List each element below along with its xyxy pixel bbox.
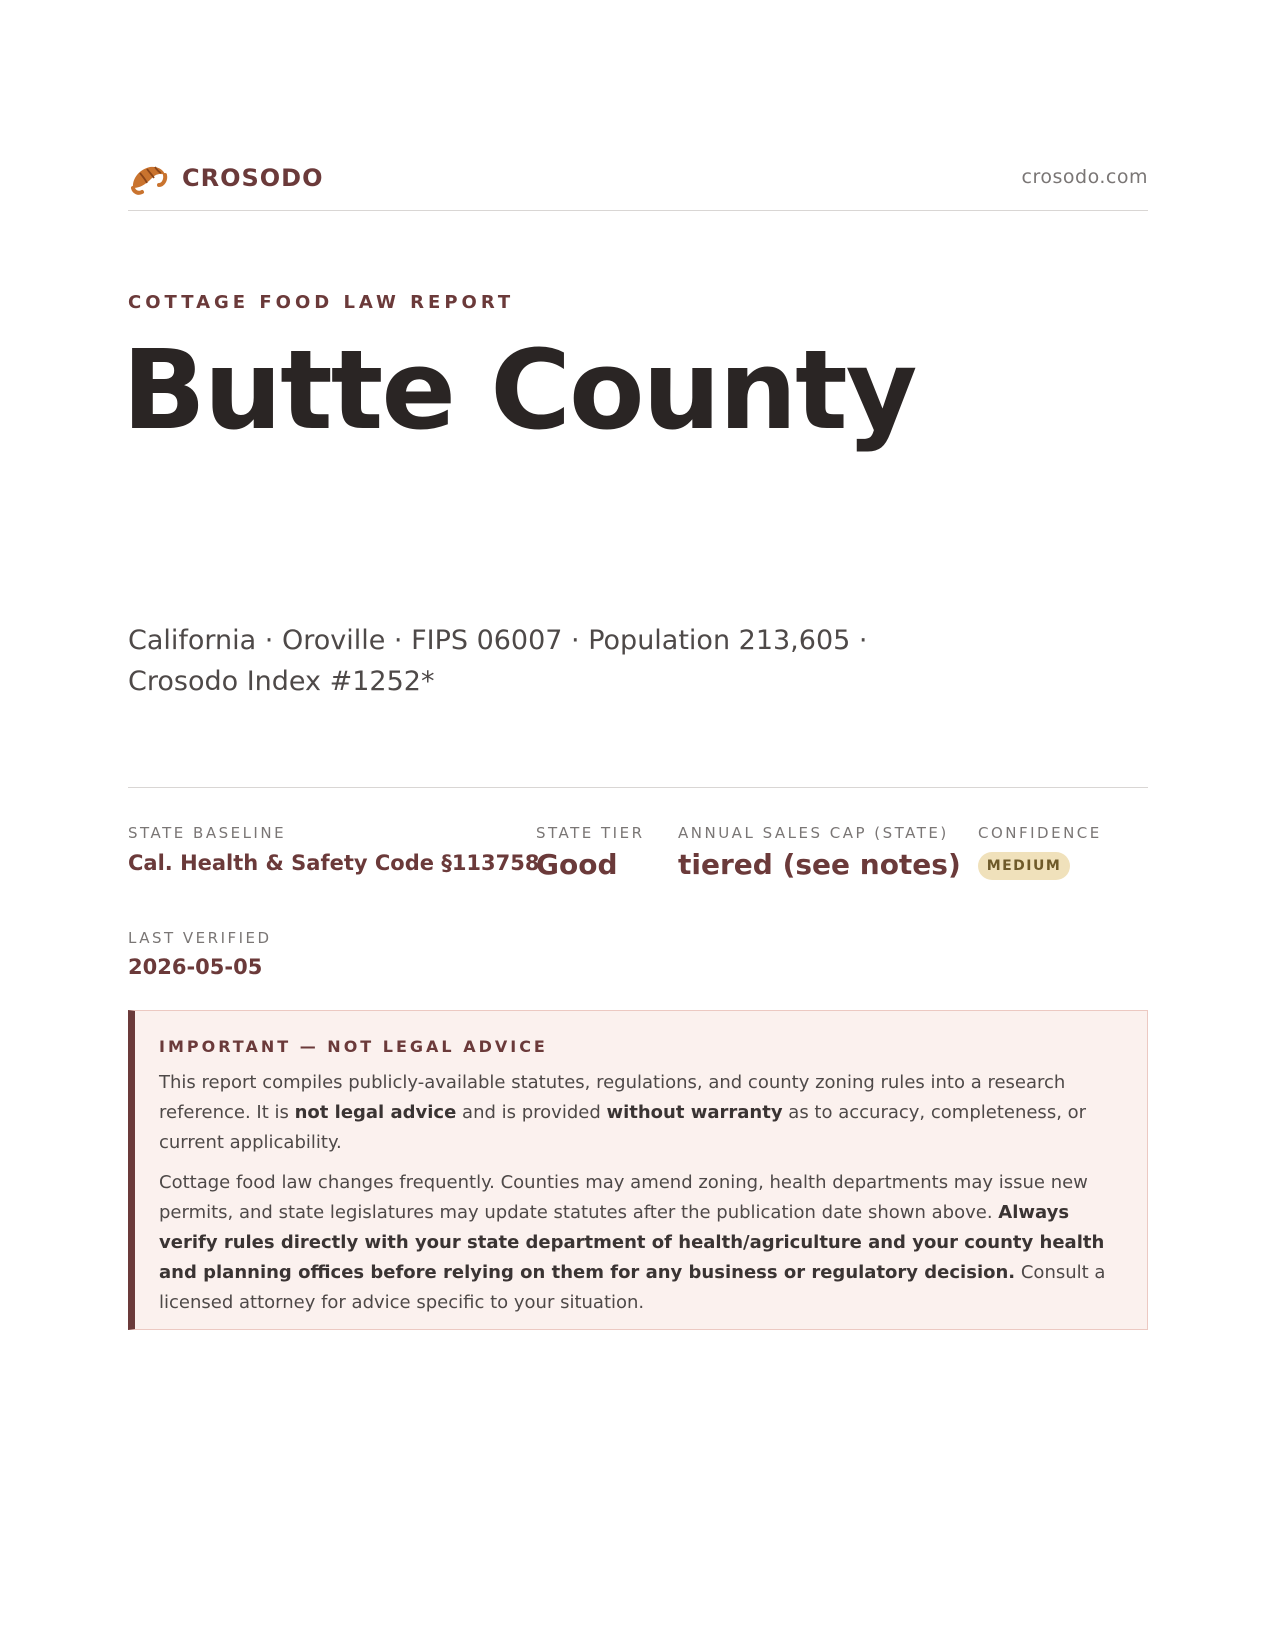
brand-name: CROSODO — [182, 164, 324, 192]
notice-paragraph-2: Cottage food law changes frequently. Counties may amend zoning, health departments may issue new permits, and state legislatures may update statutes after the publication date shown above. Always verify rules directly with your state department of health/agriculture and your county health and planning offices before relying on them for any business or regulatory decision. Consult a licensed attorney for advice specific to your situation. — [159, 1172, 1106, 1313]
site-url-link[interactable]: crosodo.com — [1021, 166, 1148, 188]
notice-paragraph-1: This report compiles publicly-available statutes, regulations, and county zoning rules into a research reference. It is not legal advice and is provided without warranty as to accuracy, completeness, or current applicability. — [159, 1072, 1087, 1153]
sales-cap-label: ANNUAL SALES CAP (STATE) — [678, 824, 949, 842]
brand[interactable] — [128, 158, 324, 198]
sales-cap-value: tiered (see notes) — [678, 848, 961, 881]
confidence-badge: MEDIUM — [978, 852, 1070, 880]
state-baseline-value: Cal. Health & Safety Code §113758 — [128, 851, 540, 875]
section-divider — [128, 787, 1148, 788]
state-tier-value: Good — [536, 848, 618, 881]
notice-title: IMPORTANT — NOT LEGAL ADVICE — [159, 1037, 548, 1056]
last-verified-value: 2026-05-05 — [128, 955, 263, 979]
state-tier-label: STATE TIER — [536, 824, 645, 842]
page-title: Butte County — [122, 326, 916, 454]
confidence-label: CONFIDENCE — [978, 824, 1102, 842]
report-eyebrow: COTTAGE FOOD LAW REPORT — [128, 292, 515, 313]
croissant-icon — [128, 158, 168, 198]
legal-notice — [128, 1010, 1148, 1330]
last-verified-label: LAST VERIFIED — [128, 929, 272, 947]
page-header — [128, 158, 1148, 211]
state-baseline-label: STATE BASELINE — [128, 824, 287, 842]
report-subtitle: California · Oroville · FIPS 06007 · Population 213,605 · Crosodo Index #1252* — [128, 625, 868, 697]
